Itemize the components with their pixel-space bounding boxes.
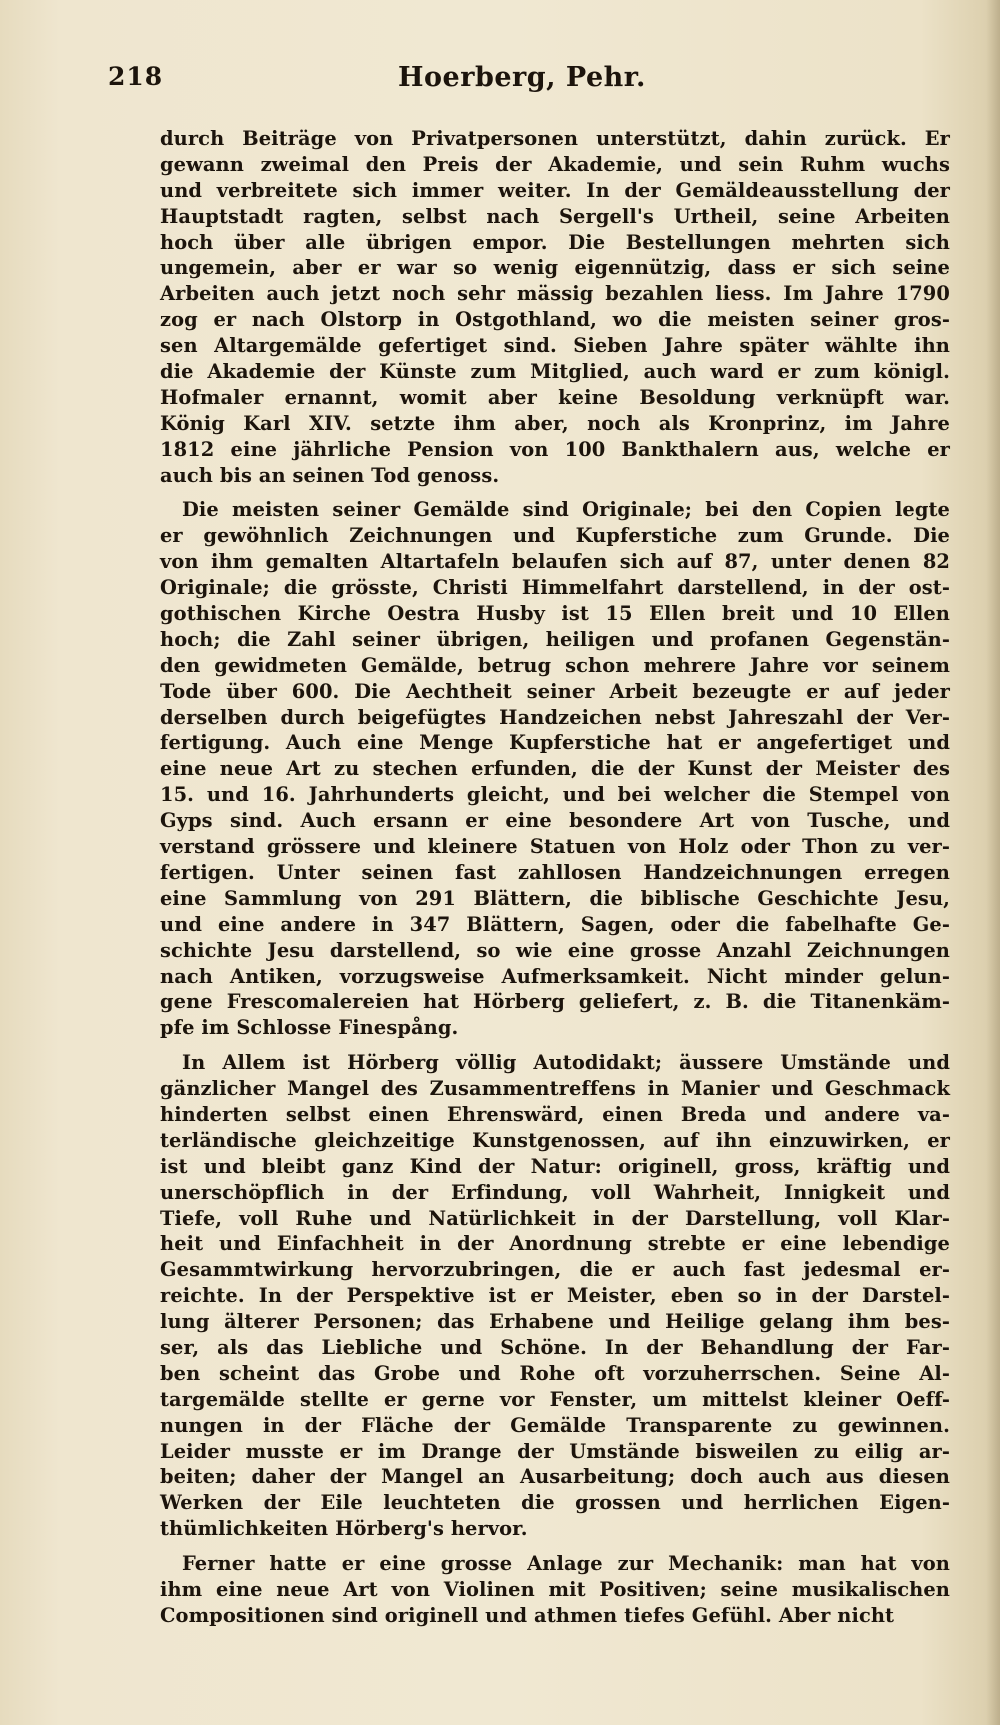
text-line: den gewidmeten Gemälde, betrug schon mehrere Jahre vor seinem <box>160 653 950 677</box>
text-line: fertigung. Auch eine Menge Kupferstiche hat er angefertiget und <box>160 731 950 755</box>
text-line: durch Beiträge von Privatpersonen unterstützt, dahin zurück. Er <box>160 127 950 150</box>
text-line: von ihm gemalten Altartafeln belaufen sich auf 87, unter denen 82 <box>160 550 950 574</box>
page-number: 218 <box>108 62 164 91</box>
text-line: ben scheint das Grobe und Rohe oft vorzuherrschen. Seine Al- <box>160 1361 950 1385</box>
paragraph-gap <box>160 1542 950 1551</box>
text-line: und verbreitete sich immer weiter. In der Gemäldeausstellung der <box>160 178 950 202</box>
running-head: Hoerberg, Pehr. <box>398 62 646 93</box>
text-line: thümlichkeiten Hörberg's hervor. <box>160 1517 528 1541</box>
text-line: Tode über 600. Die Aechtheit seiner Arbeit bezeugte er auf jeder <box>160 679 950 703</box>
paragraph <box>160 126 950 488</box>
text-line: Gyps sind. Auch ersann er eine besondere Art von Tusche, und <box>160 809 950 833</box>
text-line: In Allem ist Hörberg völlig Autodidakt; äussere Umstände und <box>182 1051 950 1075</box>
text-line: hinderten selbst einen Ehrenswärd, einen Breda und andere va- <box>160 1102 950 1126</box>
text-line: ungemein, aber er war so wenig eigennützig, dass er sich seine <box>160 256 950 280</box>
text-line: 15. und 16. Jahrhunderts gleicht, und bei welcher die Stempel von <box>160 783 950 807</box>
paragraph <box>160 1050 950 1542</box>
text-line: und eine andere in 347 Blättern, Sagen, oder die fabelhafte Ge- <box>160 912 950 936</box>
text-line: König Karl XIV. setzte ihm aber, noch als Kronprinz, im Jahre <box>160 411 950 435</box>
text-line: Werken der Eile leuchteten die grossen und herrlichen Eigen- <box>160 1491 950 1515</box>
page-edge-shadow <box>986 0 1000 1725</box>
text-line: auch bis an seinen Tod genoss. <box>160 463 500 487</box>
text-line: Hauptstadt ragten, selbst nach Sergell's Urtheil, seine Arbeiten <box>160 204 950 228</box>
text-line: die Akademie der Künste zum Mitglied, auch ward er zum königl. <box>160 360 950 384</box>
text-line: gene Frescomalereien hat Hörberg geliefert, z. B. die Titanenkäm- <box>160 990 950 1014</box>
text-line: pfe im Schlosse Finespång. <box>160 1016 459 1040</box>
text-line: gothischen Kirche Oestra Husby ist 15 Ellen breit und 10 Ellen <box>160 602 950 626</box>
text-line: sen Altargemälde gefertiget sind. Sieben Jahre später wählte ihn <box>160 334 950 358</box>
text-line: Gesammtwirkung hervorzubringen, die er auch fast jedesmal er- <box>160 1258 950 1282</box>
text-line: fertigen. Unter seinen fast zahllosen Handzeichnungen erregen <box>160 860 950 884</box>
text-line: lung älterer Personen; das Erhabene und Heilige gelang ihm bes- <box>160 1310 950 1334</box>
text-line: targemälde stellte er gerne vor Fenster, um mittelst kleiner Oeff- <box>160 1387 950 1411</box>
text-line: nach Antiken, vorzugsweise Aufmerksamkeit. Nicht minder gelun- <box>160 964 950 988</box>
text-line: Compositionen sind originell und athmen tiefes Gefühl. Aber nicht <box>160 1603 895 1627</box>
text-line: 1812 eine jährliche Pension von 100 Bankthalern aus, welche er <box>160 437 950 461</box>
text-line: reichte. In der Perspektive ist er Meister, eben so in der Darstel- <box>160 1284 950 1308</box>
paragraph <box>160 1551 950 1629</box>
text-line: Originale; die grösste, Christi Himmelfahrt darstellend, in der ost- <box>160 576 950 600</box>
text-line: nungen in der Fläche der Gemälde Transparente zu gewinnen. <box>160 1413 950 1437</box>
text-line: Ferner hatte er eine grosse Anlage zur Mechanik: man hat von <box>182 1552 950 1576</box>
text-line: hoch über alle übrigen empor. Die Bestellungen mehrten sich <box>160 230 950 254</box>
text-line: ser, als das Liebliche und Schöne. In der Behandlung der Far- <box>160 1335 950 1359</box>
text-line: zog er nach Olstorp in Ostgothland, wo die meisten seiner gros- <box>160 308 950 332</box>
text-line: Die meisten seiner Gemälde sind Originale; bei den Copien legte <box>182 498 950 522</box>
text-line: heit und Einfachheit in der Anordnung strebte er eine lebendige <box>160 1232 950 1256</box>
text-line: schichte Jesu darstellend, so wie eine grosse Anzahl Zeichnungen <box>160 938 950 962</box>
text-line: ihm eine neue Art von Violinen mit Positiven; seine musikalischen <box>160 1577 950 1601</box>
text-line: terländische gleichzeitige Kunstgenossen, auf ihn einzuwirken, er <box>160 1128 950 1152</box>
paragraph <box>160 497 950 1041</box>
text-line: gewann zweimal den Preis der Akademie, und sein Ruhm wuchs <box>160 152 950 176</box>
text-line: Arbeiten auch jetzt noch sehr mässig bezahlen liess. Im Jahre 1790 <box>160 282 950 306</box>
text-line: eine Sammlung von 291 Blättern, die biblische Geschichte Jesu, <box>160 886 950 910</box>
text-line: beiten; daher der Mangel an Ausarbeitung; doch auch aus diesen <box>160 1465 950 1489</box>
text-line: Leider musste er im Drange der Umstände bisweilen zu eilig ar- <box>160 1439 950 1463</box>
body-text <box>160 126 950 1629</box>
text-line: ist und bleibt ganz Kind der Natur: originell, gross, kräftig und <box>160 1154 950 1178</box>
text-line: Tiefe, voll Ruhe und Natürlichkeit in der Darstellung, voll Klar- <box>160 1206 950 1230</box>
text-line: derselben durch beigefügtes Handzeichen nebst Jahreszahl der Ver- <box>160 705 950 729</box>
text-line: unerschöpflich in der Erfindung, voll Wahrheit, Innigkeit und <box>160 1180 950 1204</box>
text-line: gänzlicher Mangel des Zusammentreffens in Manier und Geschmack <box>160 1077 950 1101</box>
text-line: verstand grössere und kleinere Statuen von Holz oder Thon zu ver- <box>160 835 950 859</box>
text-line: hoch; die Zahl seiner übrigen, heiligen und profanen Gegenstän- <box>160 627 950 651</box>
paragraph-gap <box>160 1041 950 1050</box>
text-line: eine neue Art zu stechen erfunden, die der Kunst der Meister des <box>160 757 950 781</box>
text-line: Hofmaler ernannt, womit aber keine Besoldung verknüpft war. <box>160 385 950 409</box>
paragraph-gap <box>160 488 950 497</box>
page-header <box>108 62 936 102</box>
text-line: er gewöhnlich Zeichnungen und Kupferstiche zum Grunde. Die <box>160 524 950 548</box>
